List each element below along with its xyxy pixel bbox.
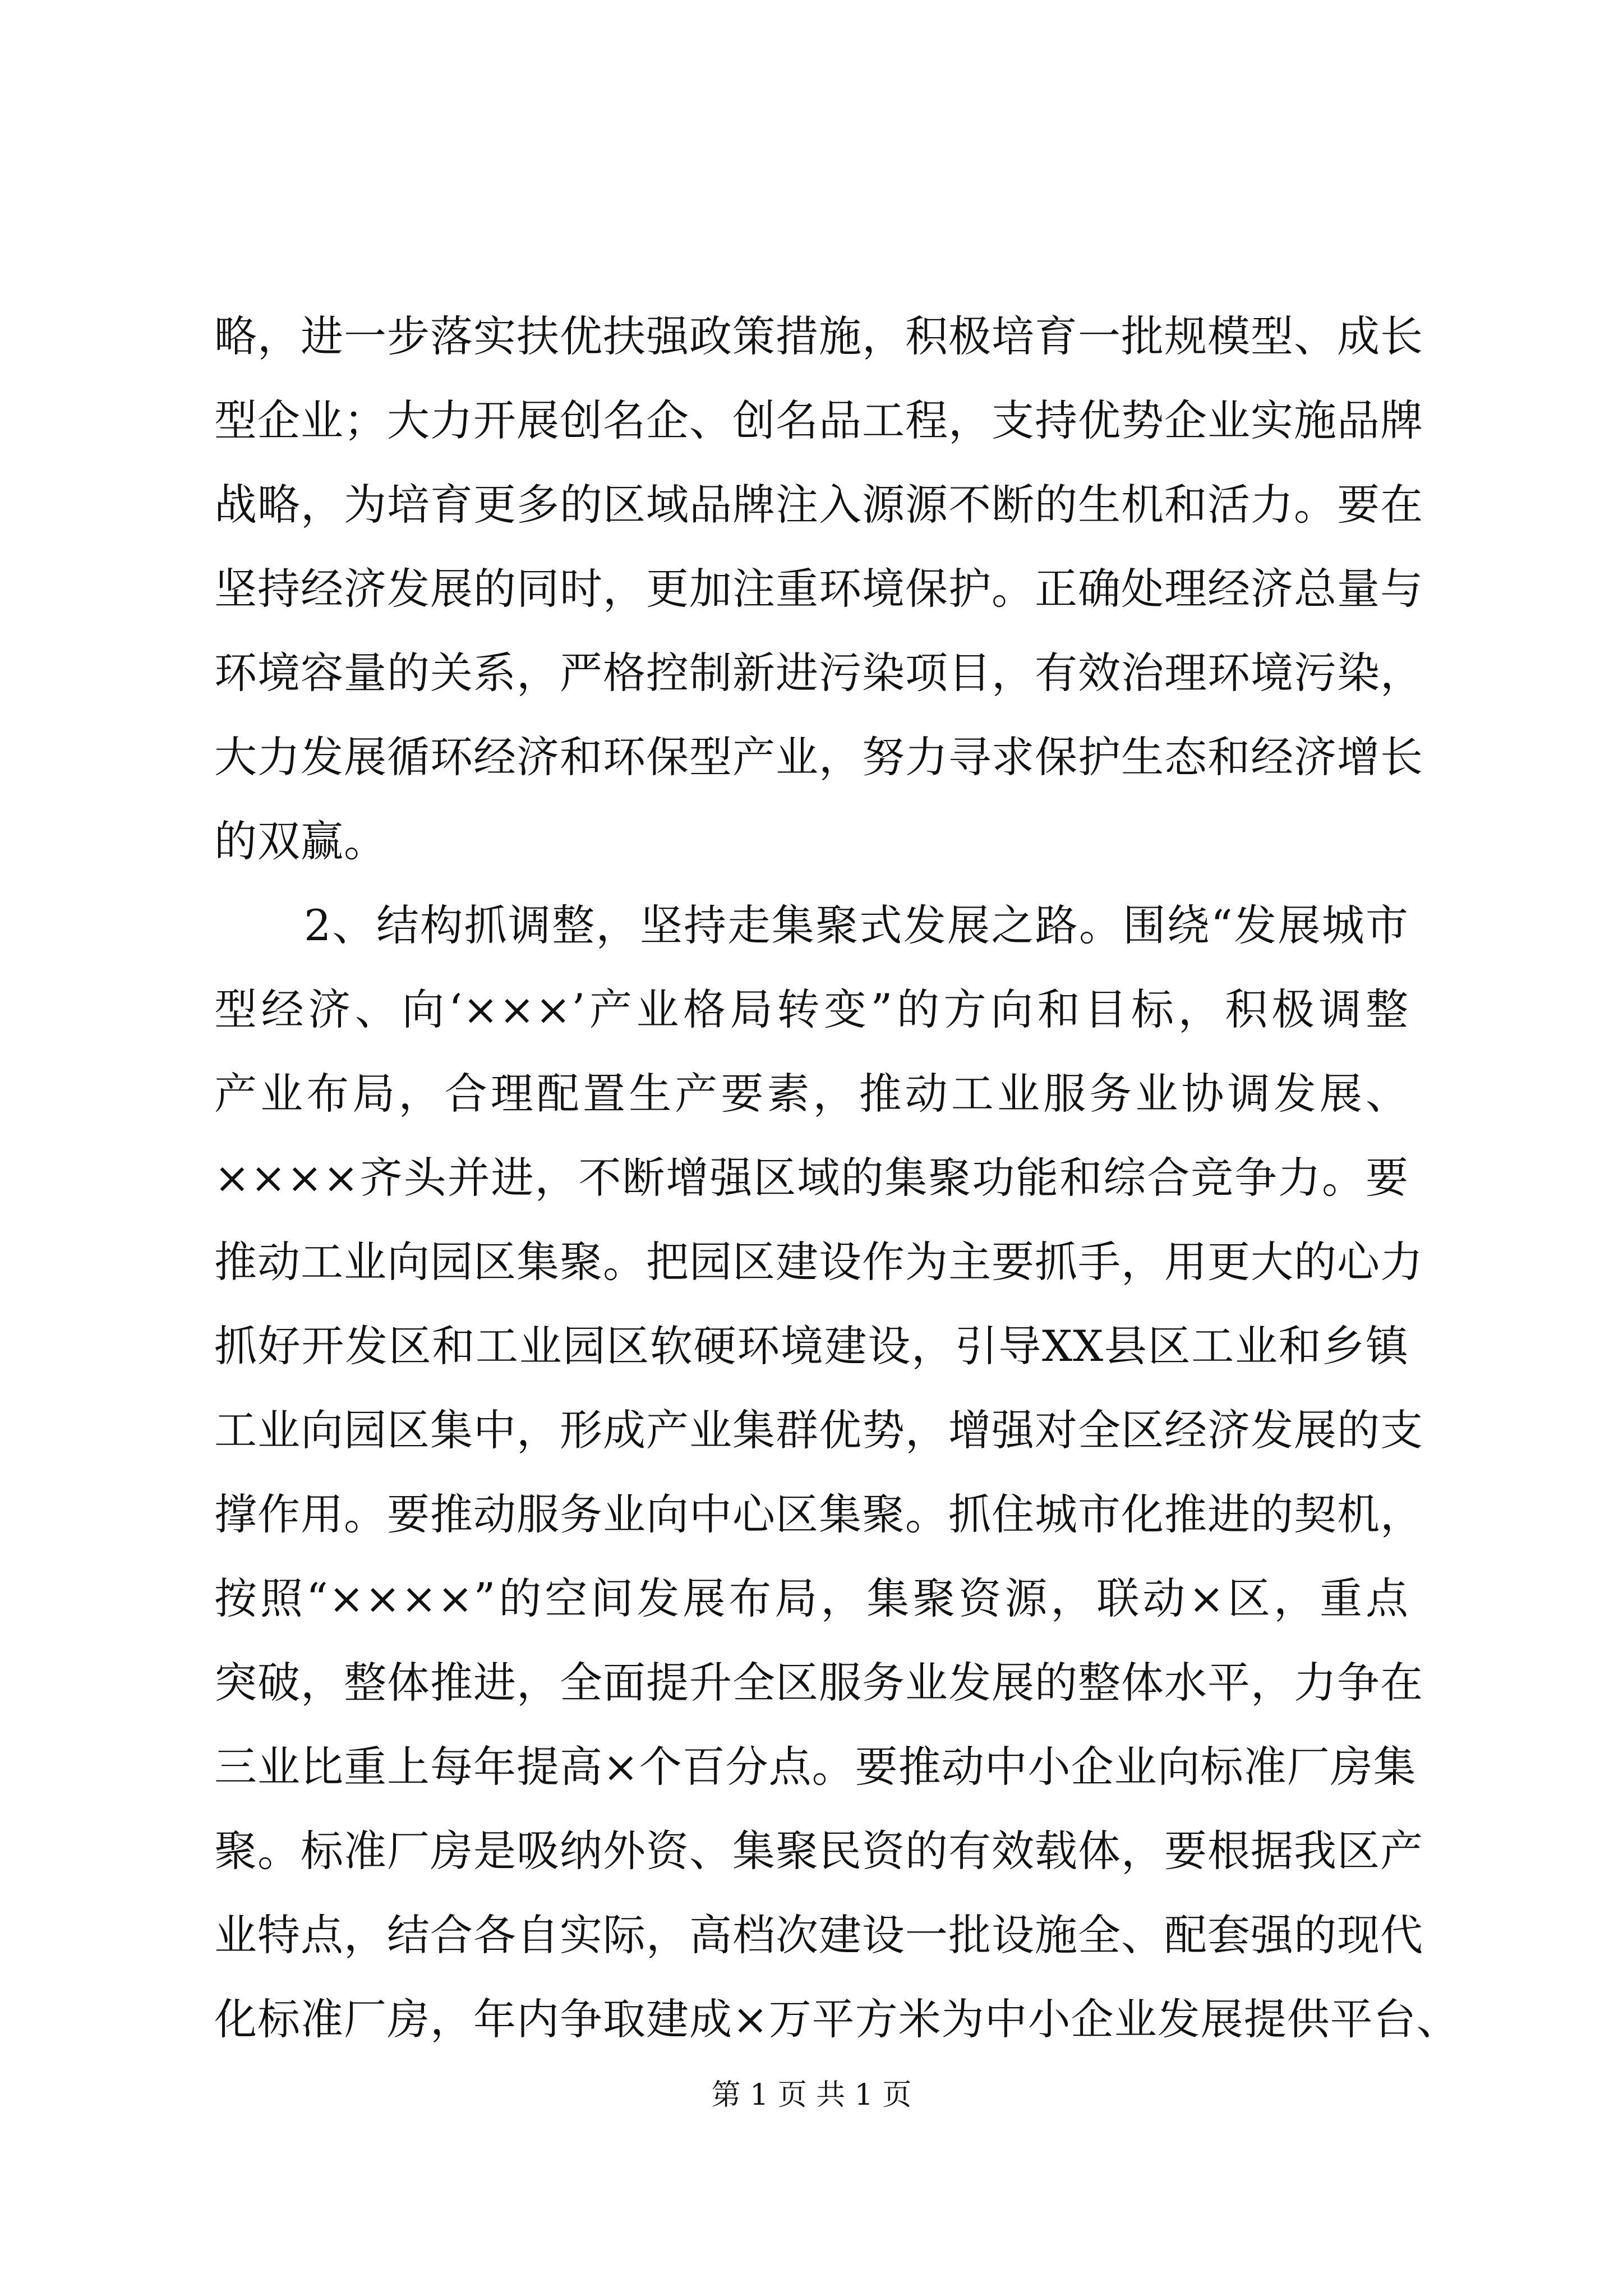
text-line: 工业向园区集中，形成产业集群优势，增强对全区经济发展的支 (214, 1405, 1423, 1455)
text-line: 推动工业向园区集聚。把园区建设作为主要抓手，用更大的心力 (214, 1237, 1423, 1287)
text-line: 三业比重上每年提高×个百分点。要推动中小企业向标准厂房集 (214, 1742, 1417, 1792)
text-line: 型经济、向‘×××’产业格局转变”的方向和目标，积极调整 (214, 984, 1409, 1034)
text-line: 环境容量的关系，严格控制新进污染项目，有效治理环境污染， (214, 648, 1423, 698)
text-line: 产业布局，合理配置生产要素，推动工业服务业协调发展、 (214, 1069, 1409, 1119)
text-line: 业特点，结合各自实际，高档次建设一批设施全、配套强的现代 (214, 1910, 1423, 1960)
text-line: 撑作用。要推动服务业向中心区集聚。抓住城市化推进的契机， (214, 1489, 1423, 1539)
text-line: 按照“××××”的空间发展布局，集聚资源，联动×区，重点 (214, 1573, 1409, 1623)
text-line: 型企业；大力开展创名企、创名品工程，支持优势企业实施品牌 (214, 395, 1423, 445)
text-line: 的双赢。 (214, 816, 387, 866)
text-line: 化标准厂房，年内争取建成×万平方米为中小企业发展提供平台、 (214, 1994, 1460, 2044)
text-line: 突破，整体推进，全面提升全区服务业发展的整体水平，力争在 (214, 1658, 1423, 1708)
text-line: 略，进一步落实扶优扶强政策措施，积极培育一批规模型、成长 (214, 311, 1423, 361)
page-footer: 第 1 页 共 1 页 (711, 2078, 912, 2112)
text-line: ××××齐头并进，不断增强区域的集聚功能和综合竞争力。要 (214, 1153, 1409, 1203)
text-line: 聚。标准厂房是吸纳外资、集聚民资的有效载体，要根据我区产 (214, 1826, 1423, 1876)
text-line: 坚持经济发展的同时，更加注重环境保护。正确处理经济总量与 (214, 564, 1423, 614)
text-line: 战略，为培育更多的区域品牌注入源源不断的生机和活力。要在 (214, 480, 1423, 530)
paragraph-start-line: 2、结构抓调整，坚持走集聚式发展之路。围绕“发展城市 (304, 900, 1409, 950)
text-line: 大力发展循环经济和环保型产业，努力寻求保护生态和经济增长 (214, 732, 1423, 782)
text-line: 抓好开发区和工业园区软硬环境建设，引导XX县区工业和乡镇 (214, 1321, 1409, 1371)
